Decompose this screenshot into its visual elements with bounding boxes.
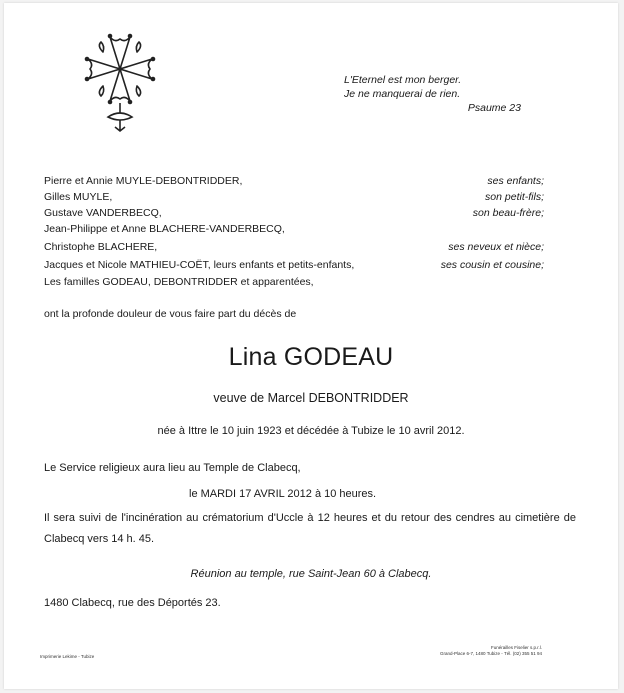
family-name: Christophe BLACHERE, xyxy=(44,241,158,253)
family-relation: ses neveux et nièce; xyxy=(448,241,544,253)
family-row xyxy=(44,173,544,189)
widow-of: veuve de Marcel DEBONTRIDDER xyxy=(213,391,409,405)
birth-death-dates: née à Ittre le 10 juin 1923 et décédée à Tubize le 10 avril 2012. xyxy=(157,425,465,437)
family-row xyxy=(44,205,544,221)
obituary-card xyxy=(4,3,618,689)
family-name: Gilles MUYLE, xyxy=(44,191,113,203)
family-relation: son beau-frère; xyxy=(472,207,544,219)
family-row xyxy=(44,221,544,237)
family-row xyxy=(44,239,544,255)
family-row xyxy=(44,274,544,290)
family-address: 1480 Clabecq, rue des Déportés 23. xyxy=(44,597,221,609)
quote-line-1: L'Eternel est mon berger. xyxy=(344,74,462,86)
service-location: Le Service religieux aura lieu au Temple de Clabecq, xyxy=(44,462,301,474)
family-relation: son petit-fils; xyxy=(485,191,544,203)
family-name: Gustave VANDERBECQ, xyxy=(44,207,162,219)
quote-source: Psaume 23 xyxy=(467,102,521,114)
announcement-intro: ont la profonde douleur de vous faire part du décès de xyxy=(44,308,297,320)
family-name: Pierre et Annie MUYLE-DEBONTRIDDER, xyxy=(44,175,243,187)
huguenot-cross-icon xyxy=(70,23,170,135)
service-details: Il sera suivi de l'incinération au crématorium d'Uccle à 12 heures et du retour des cendres au cimetière de Clabecq vers 14 h. 45. xyxy=(44,512,576,545)
scripture-quote xyxy=(344,73,521,115)
family-relation: ses cousin et cousine; xyxy=(440,259,544,271)
family-name: Jacques et Nicole MATHIEU-COËT, leurs enfants et petits-enfants, xyxy=(44,259,355,271)
quote-line-2: Je ne manquerai de rien. xyxy=(344,88,461,100)
reunion-info: Réunion au temple, rue Saint-Jean 60 à Clabecq. xyxy=(190,568,432,580)
service-date: le MARDI 17 AVRIL 2012 à 10 heures. xyxy=(189,488,377,500)
funeral-home-credit xyxy=(424,645,542,657)
funeral-home-address: Grand-Place 6-7, 1480 Tubize - Tél. (02) 355 51 94 xyxy=(440,651,542,656)
family-row xyxy=(44,257,544,273)
printer-credit: Imprimerie Lekime - Tubize xyxy=(40,654,95,659)
family-row xyxy=(44,189,544,205)
family-name: Jean-Philippe et Anne BLACHERE-VANDERBECQ, xyxy=(44,223,285,235)
funeral-home-name: Funérailles Fiselier s.p.r.l. xyxy=(490,645,542,650)
deceased-name: Lina GODEAU xyxy=(228,343,394,371)
family-name: Les familles GODEAU, DEBONTRIDDER et apparentées, xyxy=(44,276,314,288)
family-relation: ses enfants; xyxy=(487,175,544,187)
